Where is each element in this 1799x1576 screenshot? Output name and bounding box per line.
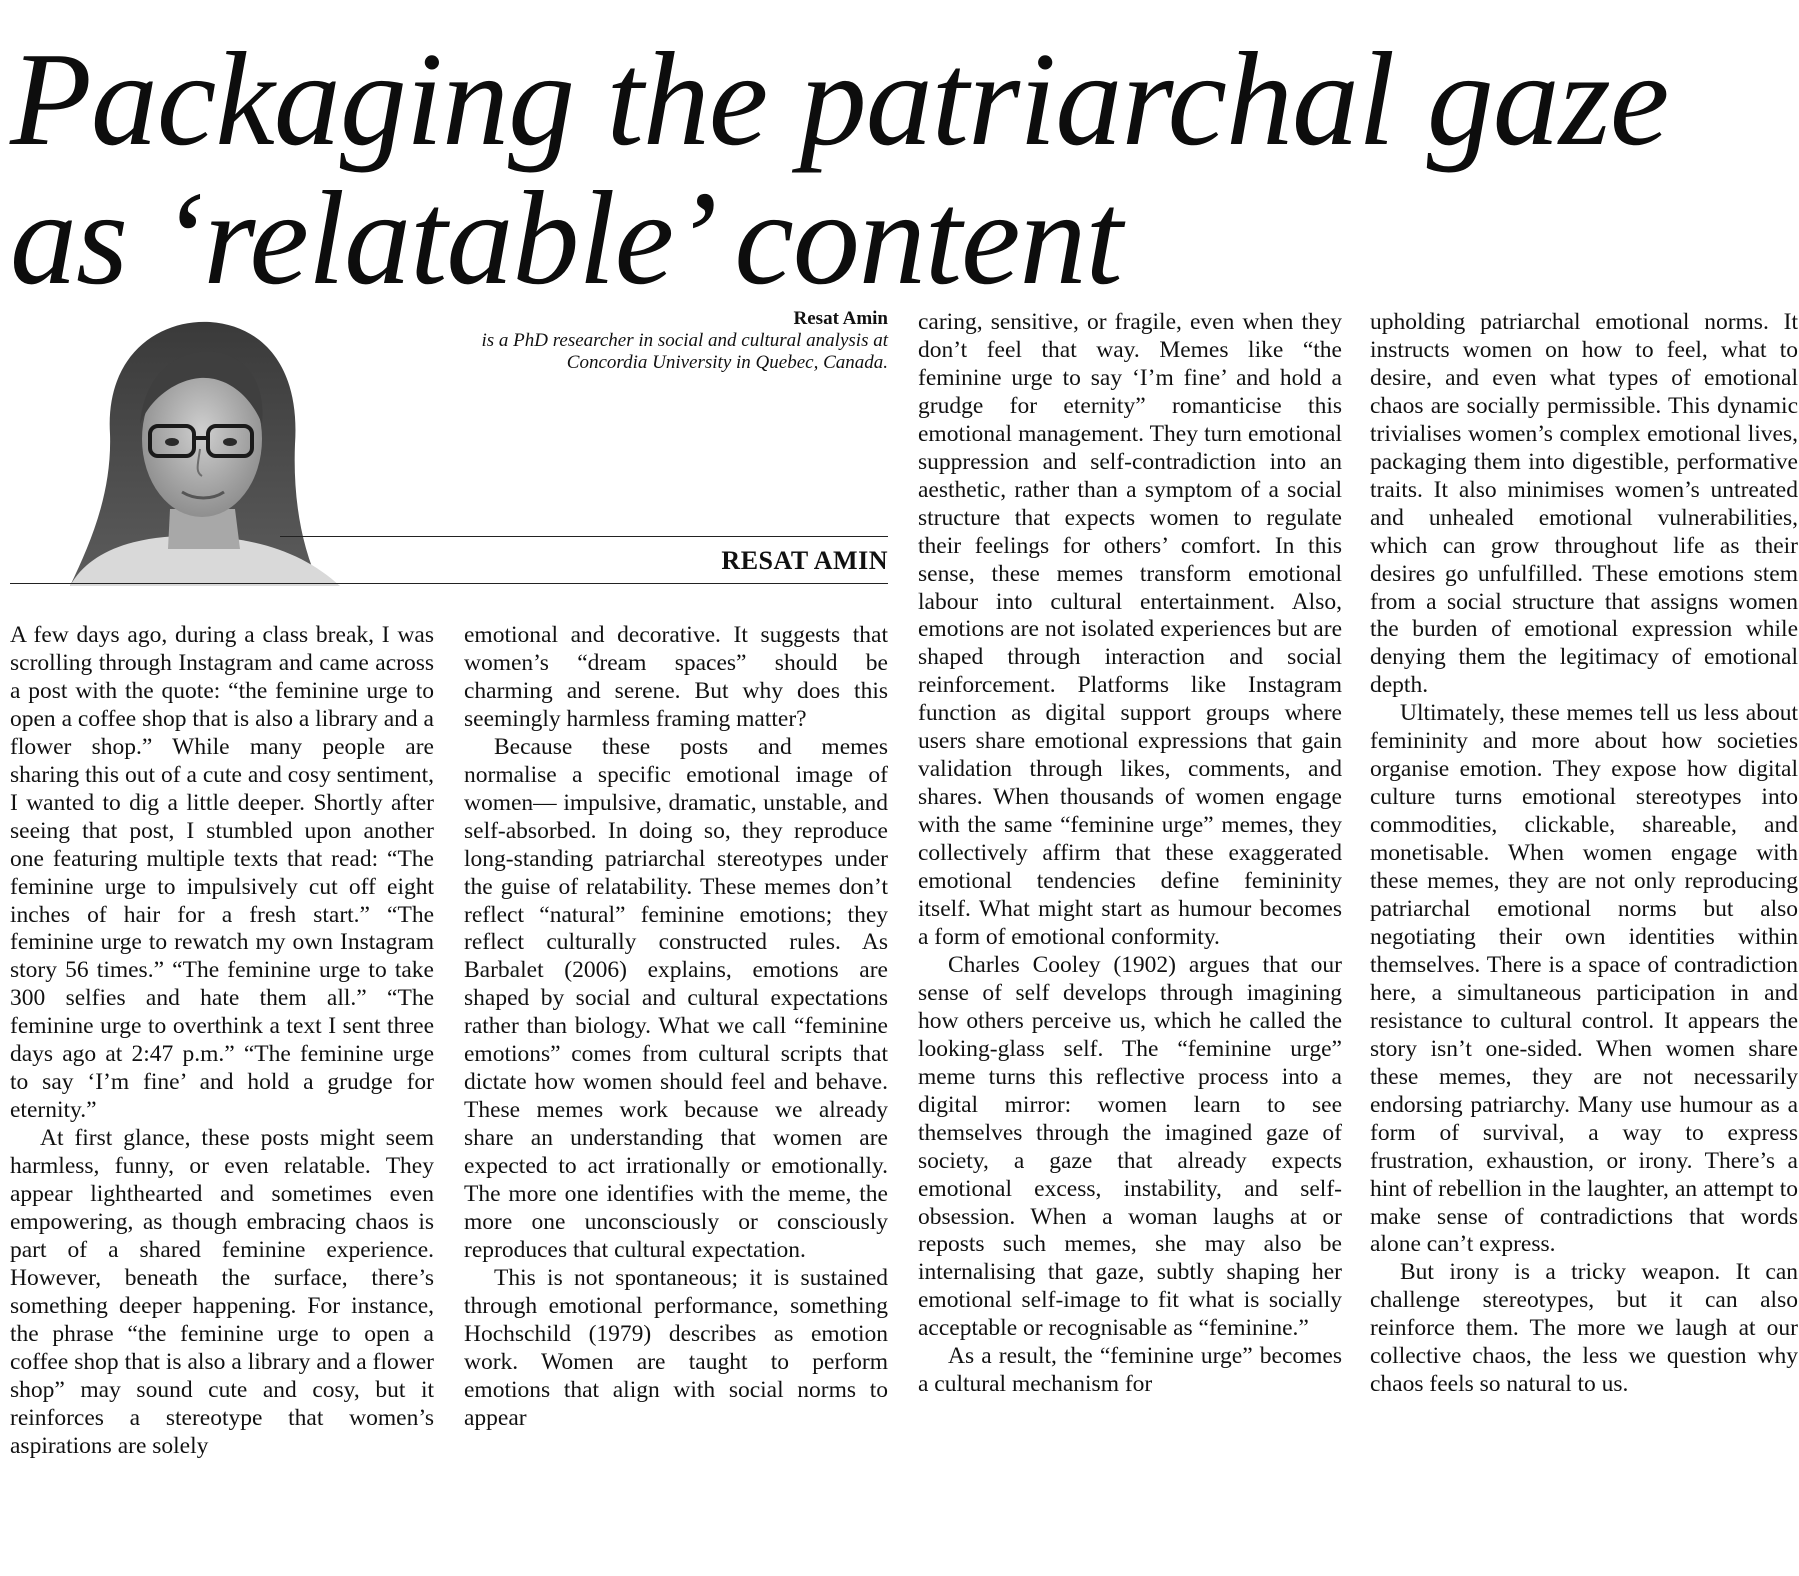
paragraph: upholding patriarchal emotional norms. It instructs women on how to feel, what to desire, and even what types of emotional chaos are socially permissible. This dynamic trivialises women’s complex emotional lives, packaging them into digestible, performative traits. It also minimises women’s untreated and unhealed emotional vulnerabilities, which can grow throughout life as their desires go unfulfilled. These emotions stem from a social structure that assigns women the burden of emotional expression while denying them the legitimacy of emotional depth. [1370, 309, 1798, 699]
headline-line-2: as ‘relatable’ content [10, 164, 1122, 312]
author-bio-text: is a PhD researcher in social and cultural analysis at Concordia University in Quebec, Canada. [481, 330, 888, 373]
author-portrait [50, 314, 350, 586]
paragraph: As a result, the “feminine urge” becomes a cultural mechanism for [918, 1343, 1342, 1398]
paragraph: This is not spontaneous; it is sustained through emotional performance, something Hochschild (1979) describes as emotion work. Women are taught to perform emotions that align with social norms to appear [464, 1264, 888, 1431]
author-bio [468, 308, 888, 374]
byline-rule-bottom [10, 583, 888, 584]
paragraph: But irony is a tricky weapon. It can challenge stereotypes, but it can also reinforce them. The more we laugh at our collective chaos, the less we question why chaos feels so natural to us. [1370, 1259, 1798, 1398]
article-column-3 [918, 309, 1342, 1562]
article-column-4 [1370, 309, 1798, 1562]
byline-rule-top [280, 536, 888, 537]
paragraph: caring, sensitive, or fragile, even when they don’t feel that way. Memes like “the feminine urge to say ‘I’m fine’ and hold a grudge for eternity” romanticise this emotional management. They turn emotional suppression and self-contradiction into an aesthetic, rather than a symptom of a social structure that expects women to regulate their feelings for others’ comfort. In this sense, these memes transform emotional labour into cultural entertainment. Also, emotions are not isolated experiences but are shaped through interaction and social reinforcement. Platforms like Instagram function as digital support groups where users share emotional expressions that gain validation through likes, comments, and shares. When thousands of women engage with the same “feminine urge” memes, they collectively affirm that these exaggerated emotional tendencies define femininity itself. What might start as humour becomes a form of emotional conformity. [918, 309, 1342, 950]
paragraph: emotional and decorative. It suggests that women’s “dream spaces” should be charming and serene. But why does this seemingly harmless framing matter? [464, 622, 888, 732]
headline-line-1: Packaging the patriarchal gaze [10, 25, 1669, 173]
article-column-2 [464, 622, 888, 1562]
paragraph: Charles Cooley (1902) argues that our sense of self develops through imagining how others perceive us, which he called the looking-glass self. The “feminine urge” meme turns this reflective process into a digital mirror: women learn to see themselves through the imagined gaze of society, a gaze that already expects emotional excess, instability, and self-obsession. When a woman laughs at or reposts such memes, she may also be internalising that gaze, subtly shaping her emotional self-image to fit what is socially acceptable or recognisable as “feminine.” [918, 951, 1342, 1342]
author-name: Resat Amin [793, 308, 888, 329]
author-box [10, 300, 888, 584]
paragraph: A few days ago, during a class break, I was scrolling through Instagram and came across a post with the quote: “the feminine urge to open a coffee shop that is also a library and a flower shop.” While many people are sharing this out of a cute and cosy sentiment, I wanted to dig a little deeper. Shortly after seeing that post, I stumbled upon another one featuring multiple texts that read: “The feminine urge to impulsively cut off eight inches of hair for a fresh start.” “The feminine urge to rewatch my own Instagram story 56 times.” “The feminine urge to take 300 selfies and hate them all.” “The feminine urge to overthink a text I sent three days ago at 2:47 p.m.” “The feminine urge to say ‘I’m fine’ and hold a grudge for eternity.” [10, 622, 434, 1124]
headline [10, 25, 1780, 312]
paragraph: At first glance, these posts might seem harmless, funny, or even relatable. They appear lighthearted and sometimes even empowering, as though embracing chaos is part of a shared feminine experience. However, beneath the surface, there’s something deeper happening. For instance, the phrase “the feminine urge to open a coffee shop that is also a library and a flower shop” may sound cute and cosy, but it reinforces a stereotype that women’s aspirations are solely [10, 1125, 434, 1459]
paragraph: Ultimately, these memes tell us less about femininity and more about how societies organise emotion. They expose how digital culture turns emotional stereotypes into commodities, clickable, shareable, and monetisable. When women engage with these memes, they are not only reproducing patriarchal emotional norms but also negotiating their own identities within themselves. There is a space of contradiction here, a simultaneous participation in and resistance to cultural control. It appears the story isn’t one-sided. When women share these memes, they are not necessarily endorsing patriarchy. Many use humour as a form of survival, a way to express frustration, exhaustion, or irony. There’s a hint of rebellion in the laughter, an attempt to make sense of contradictions that words alone can’t express. [1370, 700, 1798, 1258]
paragraph: Because these posts and memes normalise a specific emotional image of women— impulsive, dramatic, unstable, and self-absorbed. In doing so, they reproduce long-standing patriarchal stereotypes under the guise of relatability. These memes don’t reflect “natural” feminine emotions; they reflect culturally constructed rules. As Barbalet (2006) explains, emotions are shaped by social and cultural expectations rather than biology. What we call “feminine emotions” comes from cultural scripts that dictate how women should feel and behave. These memes work because we already share an understanding that women are expected to act irrationally or emotionally. The more one identifies with the meme, the more one unconsciously or consciously reproduces that cultural expectation. [464, 733, 888, 1263]
article-column-1 [10, 622, 434, 1562]
byline: RESAT AMIN [721, 546, 888, 575]
